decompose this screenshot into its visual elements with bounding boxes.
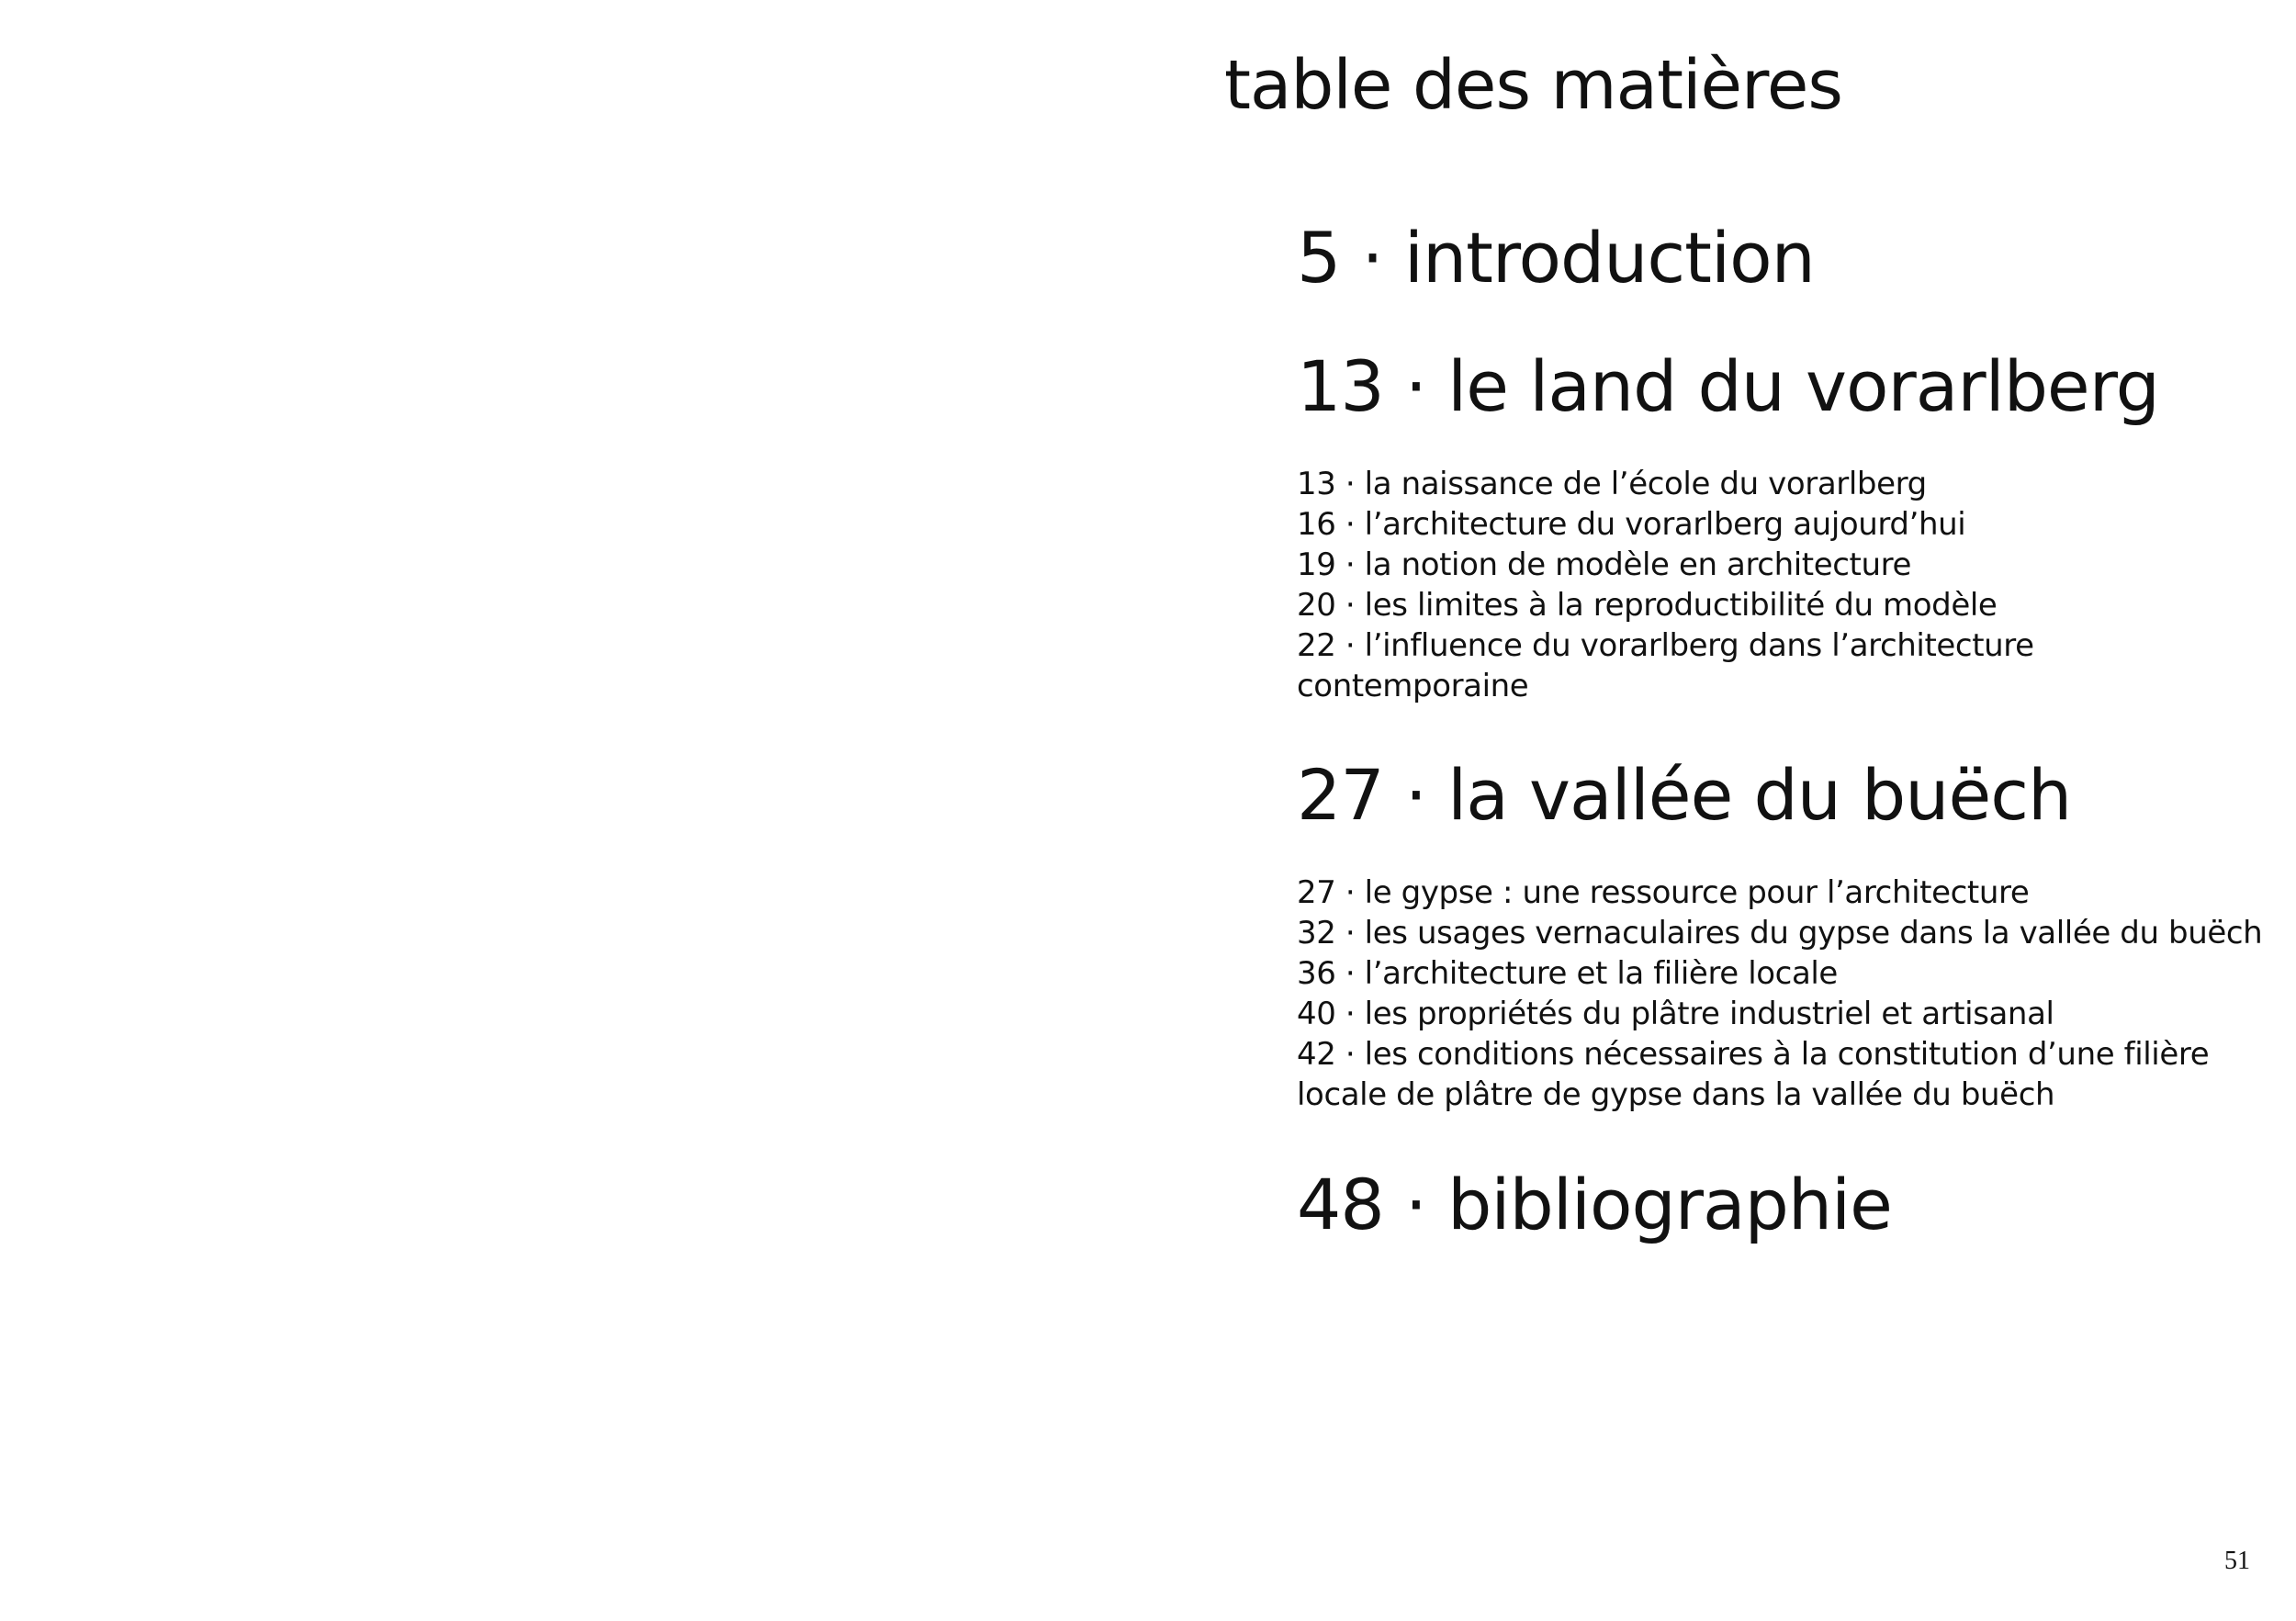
toc-entry[interactable]: 19 · la notion de modèle en architecture bbox=[1297, 546, 1911, 583]
buech-section-list bbox=[1297, 872, 2270, 1115]
page-number: 51 bbox=[2224, 1547, 2250, 1575]
chapter-introduction[interactable]: 5 · introduction bbox=[1297, 217, 1815, 298]
toc-entry[interactable]: 13 · la naissance de l’école du vorarlberg bbox=[1297, 466, 1927, 502]
toc-entry[interactable]: 36 · l’architecture et la filière locale bbox=[1297, 955, 1838, 992]
chapter-vorarlberg[interactable]: 13 · le land du vorarlberg bbox=[1297, 345, 2159, 427]
toc-entry[interactable]: 42 · les conditions nécessaires à la constitution d’une filière locale de plâtre de gypse dans la vallée du buëch bbox=[1297, 1036, 2210, 1113]
vorarlberg-section-list bbox=[1297, 464, 2270, 706]
toc-entry[interactable]: 27 · le gypse : une ressource pour l’architecture bbox=[1297, 874, 2030, 911]
toc-entry[interactable]: 20 · les limites à la reproductibilité du modèle bbox=[1297, 587, 1998, 624]
page-title: table des matières bbox=[1224, 46, 1842, 125]
toc-entry[interactable]: 16 · l’architecture du vorarlberg aujourd’hui bbox=[1297, 506, 1966, 543]
toc-entry[interactable]: 22 · l’influence du vorarlberg dans l’architecture contemporaine bbox=[1297, 627, 2034, 704]
toc-entry[interactable]: 40 · les propriétés du plâtre industriel et artisanal bbox=[1297, 996, 2054, 1032]
chapter-buech[interactable]: 27 · la vallée du buëch bbox=[1297, 754, 2072, 836]
chapter-bibliographie[interactable]: 48 · bibliographie bbox=[1297, 1164, 1892, 1245]
toc-entry[interactable]: 32 · les usages vernaculaires du gypse dans la vallée du buëch bbox=[1297, 915, 2263, 951]
